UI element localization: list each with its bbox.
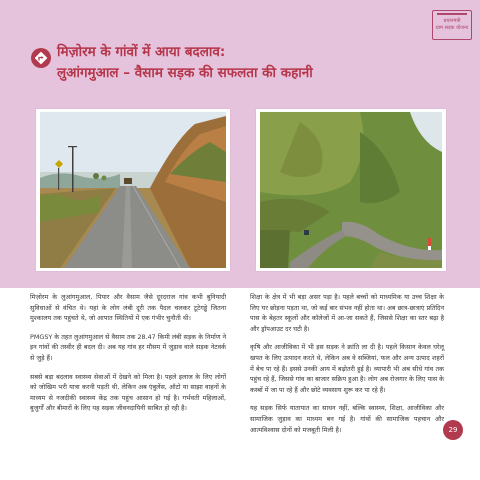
left-road-photo [36,109,230,271]
page-title-line2: लुआंगमुआल – वैसाम सड़क की सफलता की कहानी [57,65,313,81]
right-text-column [250,292,444,443]
page-number-badge: 29 [443,420,463,440]
paragraph: PMGSY के तहत लुआंगमुआल से वैसाम तक 28.47 किमी लंबी सड़क के निर्माण ने इन गांवों की तस्वीर ही बदल दी। अब यह गांव हर मौसम में जुड़ाव वाले सड़क नेटवर्क से जुड़े हैं। [30,332,227,362]
left-text-column [30,292,226,422]
paragraph: सबसे बड़ा बदलाव स्वास्थ्य सेवाओं में देखने को मिला है। पहले इलाज के लिए लोगों को जोखिम भरी यात्रा करनी पड़ती थी, लेकिन अब एंबुलेंस, ऑटो या साझा वाहनों के माध्यम से नजदीकी स्वास्थ्य केंद्र तक पहुंच आसान हो गई है। गर्भवती महिलाओं, बुजुर्गों और बीमारों के लिए यह सड़क जीवनदायिनी साबित हो रही है। [30,372,226,413]
paragraph: मिज़ोरम के लुआंगमुआल, पियार और वैसाम जैसे दूरदराज गांव कभी बुनियादी सुविधाओं से वंचित थे। यहां के लोग लंबी दूरी तक पैदल चलकर टूटेगड्ढे जितना मुश्कालय तक पहुंचते थे, जो आपात स्थितियों में एक गंभीर चुनौती थी। [30,293,226,323]
right-road-photo [256,109,446,271]
logo-line1: प्रधानमंत्री [443,18,461,24]
logo-bar [437,13,467,15]
paragraph: यह सड़क सिर्फ यातायात का साधन नहीं, बल्कि स्वास्थ्य, शिक्षा, आजीविका और सामाजिक जुड़ाव का माध्यम बन गई है। गांवों की सामाजिक पहचान और आत्मविश्वास दोनों को मजबूती मिली है। [250,404,444,434]
road-sign-icon [31,48,51,68]
pmgsy-logo [432,10,472,40]
paragraph: शिक्षा के क्षेत्र में भी बड़ा असर पड़ा है। पहले बच्चों को माध्यमिक या उच्च शिक्षा के लिए घर छोड़ना पड़ता था, जो कई बार संभव नहीं होता था। अब छात्र-छात्राएं प्रतिदिन पास के बेहतर स्कूलों और कॉलेजों में आ-जा सकते हैं, जिससे शिक्षा का स्तर बढ़ा है और ड्रॉपआउट दर घटी है। [250,293,444,333]
logo-line2: ग्राम सड़क योजना [435,25,469,31]
page-title-line1: मिज़ोरम के गांवों में आया बदलाव: [57,44,226,60]
paragraph: कृषि और आजीविका में भी इस सड़क ने क्रांति ला दी है। पहले किसान केवल घरेलू खपत के लिए उत्पादन करते थे, लेकिन अब वे सब्जियां, फल और अन्य उत्पाद शहरों में बेच पा रहे हैं। इससे उनकी आय में बढ़ोतरी हुई है। व्यापारी भी अब सीधे गांव तक पहुंच रहे हैं, जिससे गांव का बाजार सक्रिय हुआ है। लोग अब रोजगार के लिए पास के कस्बों में जा पा रहे हैं और छोटे व्यवसाय शुरू कर पा रहे हैं। [250,343,445,394]
